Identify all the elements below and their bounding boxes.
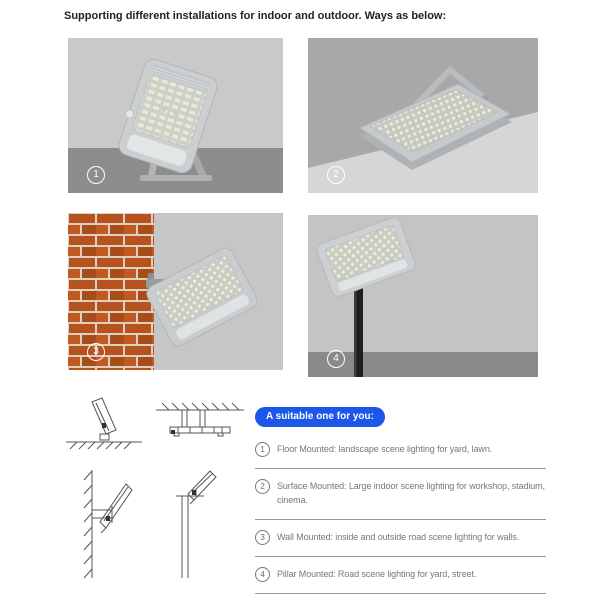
photo-pillar-mounted	[308, 215, 538, 377]
number-badge-icon: 4	[255, 567, 270, 582]
ceiling-mount-sketch-icon	[152, 400, 247, 448]
list-item-text: Surface Mounted: Large indoor scene lighting for workshop, stadium, cinema.	[277, 481, 545, 505]
number-badge-icon: 2	[327, 166, 345, 184]
photo-floor-mounted	[68, 38, 283, 193]
list-item-text: Pillar Mounted: Road scene lighting for yard, street.	[277, 569, 477, 579]
number-badge-icon: 1	[87, 166, 105, 184]
number-badge-icon: 2	[255, 479, 270, 494]
wall-mount-sketch-icon	[78, 466, 138, 584]
number-badge-icon: 3	[255, 530, 270, 545]
list-item-text: Floor Mounted: landscape scene lighting for yard, lawn.	[277, 444, 493, 454]
list-item-text: Wall Mounted: inside and outside road scene lighting for walls.	[277, 532, 520, 542]
list-item	[255, 520, 546, 557]
section-title-pill: A suitable one for you:	[255, 407, 385, 427]
number-badge-icon: 4	[327, 350, 345, 368]
page-title: Supporting different installations for indoor and outdoor. Ways as below:	[64, 10, 447, 22]
suitability-list	[255, 432, 546, 594]
floor-mount-sketch-icon	[62, 396, 147, 454]
pillar-mount-sketch-icon	[146, 466, 231, 584]
number-badge-icon: 1	[255, 442, 270, 457]
list-item	[255, 557, 546, 594]
list-item	[255, 432, 546, 469]
number-badge-icon: 3	[87, 343, 105, 361]
list-item	[255, 469, 546, 520]
photo-wall-mounted	[68, 213, 283, 370]
photo-surface-mounted	[308, 38, 538, 193]
suitability-section	[255, 406, 546, 594]
